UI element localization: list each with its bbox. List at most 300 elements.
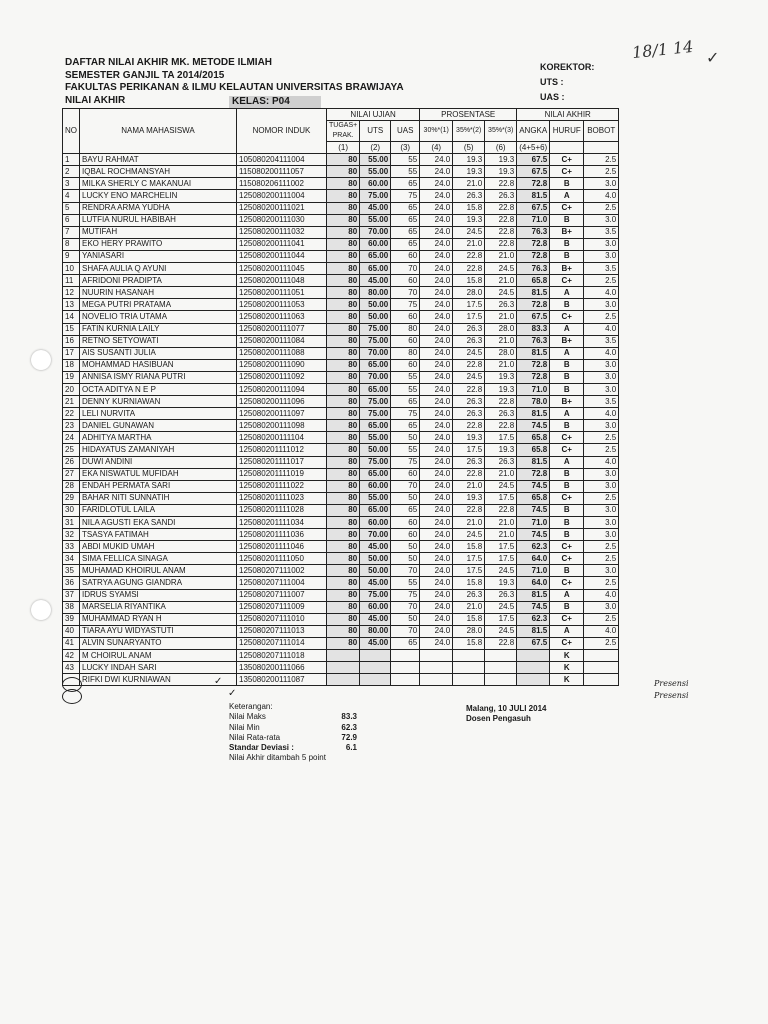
cell-p3: [485, 674, 517, 686]
cell-p2: 17.5: [453, 553, 485, 565]
cell-no: 8: [63, 238, 80, 250]
table-row: [63, 517, 619, 529]
cell-p2: 26.3: [453, 335, 485, 347]
cell-tugas: 80: [327, 202, 360, 214]
cell-angka: 67.5: [517, 637, 550, 649]
handwritten-date: 18/1 14: [631, 36, 695, 63]
keterangan-title: Keterangan:: [229, 702, 273, 711]
cell-p3: 26.3: [485, 190, 517, 202]
cell-tugas: 80: [327, 601, 360, 613]
table-row: [63, 323, 619, 335]
cell-bobot: 3.0: [584, 517, 619, 529]
cell-p1: 24.0: [420, 238, 453, 250]
cell-uts: 80.00: [360, 287, 391, 299]
group-nilai-ujian: NILAI UJIAN: [327, 109, 420, 121]
cell-tugas: 80: [327, 456, 360, 468]
cell-uas: 50: [391, 613, 420, 625]
cell-nama: MOHAMMAD HASIBUAN: [80, 359, 237, 371]
cell-nim: 125080200111048: [237, 275, 327, 287]
title-line-3: FAKULTAS PERIKANAN & ILMU KELAUTAN UNIVERSITAS BRAWIJAYA: [65, 82, 404, 93]
cell-huruf: K: [550, 650, 584, 662]
cell-bobot: 2.5: [584, 541, 619, 553]
table-row: [63, 480, 619, 492]
cell-uas: 75: [391, 589, 420, 601]
grades-table: [62, 108, 619, 686]
cell-p1: 24.0: [420, 420, 453, 432]
uts-label: UTS :: [540, 77, 564, 87]
cell-angka: 67.5: [517, 202, 550, 214]
cell-uas: 55: [391, 154, 420, 166]
cell-no: 14: [63, 311, 80, 323]
cell-p1: 24.0: [420, 166, 453, 178]
cell-uas: 75: [391, 456, 420, 468]
idx-7: (4+5+6): [517, 142, 550, 154]
col-huruf: HURUF: [550, 121, 584, 142]
table-row: [63, 589, 619, 601]
cell-p1: 24.0: [420, 226, 453, 238]
cell-p3: 21.0: [485, 359, 517, 371]
cell-no: 34: [63, 553, 80, 565]
cell-tugas: 80: [327, 613, 360, 625]
cell-p1: 24.0: [420, 492, 453, 504]
table-row: [63, 154, 619, 166]
cell-p1: 24.0: [420, 601, 453, 613]
cell-p3: 19.3: [485, 383, 517, 395]
cell-p1: 24.0: [420, 541, 453, 553]
cell-huruf: C+: [550, 432, 584, 444]
cell-huruf: K: [550, 674, 584, 686]
cell-p1: 24.0: [420, 347, 453, 359]
cell-angka: 81.5: [517, 589, 550, 601]
cell-nama: MARSELIA RIYANTIKA: [80, 601, 237, 613]
cell-uas: 65: [391, 214, 420, 226]
max-value: 83.3: [341, 712, 357, 722]
table-row: [63, 299, 619, 311]
cell-p3: 17.5: [485, 432, 517, 444]
cell-uts: 65.00: [360, 468, 391, 480]
cell-nim: 125080200111021: [237, 202, 327, 214]
table-row: [63, 166, 619, 178]
cell-p2: 21.0: [453, 178, 485, 190]
cell-bobot: 3.5: [584, 335, 619, 347]
cell-p1: 24.0: [420, 178, 453, 190]
cell-nim: 125080201111012: [237, 444, 327, 456]
cell-p2: 26.3: [453, 589, 485, 601]
cell-bobot: 4.0: [584, 589, 619, 601]
cell-nama: MUHAMMAD RYAN H: [80, 613, 237, 625]
cell-angka: 74.5: [517, 420, 550, 432]
cell-p3: 19.3: [485, 371, 517, 383]
col-tugas: TUGAS+ PRAK.: [327, 121, 360, 142]
cell-bobot: 3.0: [584, 420, 619, 432]
cell-no: 28: [63, 480, 80, 492]
cell-p2: 26.3: [453, 396, 485, 408]
cell-nama: LUCKY INDAH SARI: [80, 662, 237, 674]
cell-nim: 125080200111004: [237, 190, 327, 202]
cell-bobot: 2.5: [584, 202, 619, 214]
cell-angka: 67.5: [517, 154, 550, 166]
cell-huruf: C+: [550, 202, 584, 214]
cell-no: 15: [63, 323, 80, 335]
cell-uts: 70.00: [360, 347, 391, 359]
cell-nim: 125080201111028: [237, 504, 327, 516]
cell-p2: 26.3: [453, 408, 485, 420]
cell-nim: 125080201111034: [237, 517, 327, 529]
cell-no: 9: [63, 250, 80, 262]
cell-p3: 19.3: [485, 577, 517, 589]
cell-p2: 21.0: [453, 601, 485, 613]
table-row: [63, 202, 619, 214]
cell-p1: 24.0: [420, 432, 453, 444]
cell-uas: 55: [391, 371, 420, 383]
cell-huruf: B: [550, 238, 584, 250]
cell-huruf: A: [550, 190, 584, 202]
cell-bobot: 4.0: [584, 287, 619, 299]
cell-p2: 19.3: [453, 154, 485, 166]
cell-p3: 22.8: [485, 637, 517, 649]
cell-nim: 125080201111022: [237, 480, 327, 492]
cell-p2: 17.5: [453, 311, 485, 323]
cell-nim: 125080200111077: [237, 323, 327, 335]
cell-p1: 24.0: [420, 214, 453, 226]
cell-nama: AFRIDONI PRADIPTA: [80, 275, 237, 287]
cell-nama: EKA NISWATUL MUFIDAH: [80, 468, 237, 480]
cell-no: 42: [63, 650, 80, 662]
cell-p2: 15.8: [453, 577, 485, 589]
cell-nim: 125080207111014: [237, 637, 327, 649]
cell-uas: 60: [391, 311, 420, 323]
cell-p3: 22.8: [485, 238, 517, 250]
cell-p1: 24.0: [420, 529, 453, 541]
cell-uts: 70.00: [360, 226, 391, 238]
cell-p1: 24.0: [420, 287, 453, 299]
cell-angka: 72.8: [517, 468, 550, 480]
cell-angka: [517, 662, 550, 674]
cell-no: 24: [63, 432, 80, 444]
cell-tugas: 80: [327, 589, 360, 601]
table-row: [63, 625, 619, 637]
cell-bobot: 3.0: [584, 250, 619, 262]
cell-huruf: B: [550, 371, 584, 383]
cell-nim: 125080200111092: [237, 371, 327, 383]
check-mark-icon: ✓: [214, 676, 223, 687]
cell-no: 41: [63, 637, 80, 649]
cell-bobot: 2.5: [584, 637, 619, 649]
cell-no: 23: [63, 420, 80, 432]
cell-uas: 80: [391, 323, 420, 335]
cell-uas: [391, 650, 420, 662]
cell-bobot: 3.0: [584, 601, 619, 613]
table-row: [63, 371, 619, 383]
cell-huruf: A: [550, 347, 584, 359]
cell-angka: 76.3: [517, 335, 550, 347]
cell-p3: 21.0: [485, 468, 517, 480]
cell-uas: 75: [391, 190, 420, 202]
cell-bobot: 4.0: [584, 408, 619, 420]
cell-p3: 21.0: [485, 517, 517, 529]
cell-bobot: 3.0: [584, 383, 619, 395]
cell-huruf: C+: [550, 311, 584, 323]
cell-nama: RETNO SETYOWATI: [80, 335, 237, 347]
cell-p3: 19.3: [485, 444, 517, 456]
cell-nama: RIFKI DWI KURNIAWAN: [80, 674, 237, 686]
cell-p3: 22.8: [485, 226, 517, 238]
cell-p1: 24.0: [420, 468, 453, 480]
cell-nim: 125080200111088: [237, 347, 327, 359]
table-row: [63, 613, 619, 625]
cell-huruf: B: [550, 359, 584, 371]
cell-tugas: [327, 674, 360, 686]
cell-uts: 55.00: [360, 492, 391, 504]
cell-bobot: 4.0: [584, 190, 619, 202]
cell-nim: 125080200111053: [237, 299, 327, 311]
cell-p2: 17.5: [453, 565, 485, 577]
table-row: [63, 287, 619, 299]
cell-nama: RENDRA ARMA YUDHA: [80, 202, 237, 214]
cell-p2: 21.0: [453, 517, 485, 529]
cell-uts: 75.00: [360, 408, 391, 420]
cell-bobot: 4.0: [584, 456, 619, 468]
cell-p2: 21.0: [453, 238, 485, 250]
cell-p1: 24.0: [420, 335, 453, 347]
cell-bobot: 4.0: [584, 625, 619, 637]
cell-uas: 80: [391, 347, 420, 359]
cell-huruf: B: [550, 383, 584, 395]
cell-nim: 125080200111090: [237, 359, 327, 371]
cell-uas: 65: [391, 226, 420, 238]
cell-angka: 62.3: [517, 613, 550, 625]
cell-no: 37: [63, 589, 80, 601]
cell-no: 38: [63, 601, 80, 613]
idx-3: (3): [391, 142, 420, 154]
cell-angka: 67.5: [517, 166, 550, 178]
cell-p3: 28.0: [485, 347, 517, 359]
cell-bobot: 3.0: [584, 504, 619, 516]
title-line-2: SEMESTER GANJIL TA 2014/2015: [65, 69, 225, 81]
cell-huruf: C+: [550, 541, 584, 553]
cell-p2: 17.5: [453, 299, 485, 311]
cell-uts: [360, 674, 391, 686]
cell-nama: OCTA ADITYA N E P: [80, 383, 237, 395]
cell-nim: 115080200111057: [237, 166, 327, 178]
cell-no: 10: [63, 263, 80, 275]
cell-no: 22: [63, 408, 80, 420]
table-row: [63, 275, 619, 287]
cell-no: 36: [63, 577, 80, 589]
cell-angka: 71.0: [517, 214, 550, 226]
summary-notes: [229, 702, 357, 764]
cell-uts: 70.00: [360, 371, 391, 383]
korektor-label: KOREKTOR:: [540, 62, 595, 72]
max-label: Nilai Maks: [229, 712, 266, 722]
col-angka: ANGKA: [517, 121, 550, 142]
cell-p3: 24.5: [485, 480, 517, 492]
cell-uts: 60.00: [360, 517, 391, 529]
cell-no: 2: [63, 166, 80, 178]
cell-nim: 125080201111023: [237, 492, 327, 504]
cell-tugas: 80: [327, 166, 360, 178]
col-uas: UAS: [391, 121, 420, 142]
cell-uts: 70.00: [360, 529, 391, 541]
cell-uts: 65.00: [360, 263, 391, 275]
cell-no: 33: [63, 541, 80, 553]
cell-p3: 17.5: [485, 553, 517, 565]
cell-angka: 81.5: [517, 625, 550, 637]
cell-huruf: B: [550, 601, 584, 613]
cell-p3: 19.3: [485, 154, 517, 166]
cell-nama: BAHAR NITI SUNNATIH: [80, 492, 237, 504]
group-prosentase: PROSENTASE: [420, 109, 517, 121]
cell-nim: 135080200111066: [237, 662, 327, 674]
table-row: [63, 383, 619, 395]
cell-tugas: 80: [327, 263, 360, 275]
cell-tugas: 80: [327, 275, 360, 287]
cell-nim: 125080207111007: [237, 589, 327, 601]
cell-p1: 24.0: [420, 408, 453, 420]
cell-tugas: 80: [327, 347, 360, 359]
cell-uts: 65.00: [360, 504, 391, 516]
cell-angka: 64.0: [517, 577, 550, 589]
cell-nama: EKO HERY PRAWITO: [80, 238, 237, 250]
cell-bobot: 3.0: [584, 359, 619, 371]
cell-p3: 26.3: [485, 589, 517, 601]
cell-nama: DUWI ANDINI: [80, 456, 237, 468]
cell-p3: 22.8: [485, 396, 517, 408]
cell-nama: NOVELIO TRIA UTAMA: [80, 311, 237, 323]
cell-uas: 60: [391, 529, 420, 541]
cell-huruf: C+: [550, 154, 584, 166]
cell-uas: [391, 662, 420, 674]
cell-bobot: 3.5: [584, 263, 619, 275]
cell-uas: 60: [391, 468, 420, 480]
cell-p2: 15.8: [453, 637, 485, 649]
cell-bobot: 3.0: [584, 468, 619, 480]
cell-nim: 105080204111004: [237, 154, 327, 166]
cell-tugas: 80: [327, 432, 360, 444]
cell-tugas: 80: [327, 383, 360, 395]
cell-huruf: B+: [550, 226, 584, 238]
table-row: [63, 263, 619, 275]
cell-angka: 74.5: [517, 529, 550, 541]
cell-angka: 81.5: [517, 456, 550, 468]
cell-uts: 50.00: [360, 299, 391, 311]
cell-uts: 60.00: [360, 178, 391, 190]
cell-bobot: 2.5: [584, 166, 619, 178]
cell-tugas: 80: [327, 238, 360, 250]
cell-tugas: 80: [327, 311, 360, 323]
cell-nim: 125080200111097: [237, 408, 327, 420]
cell-nim: 125080200111030: [237, 214, 327, 226]
cell-uas: 65: [391, 396, 420, 408]
cell-nama: SATRYA AGUNG GIANDRA: [80, 577, 237, 589]
cell-no: 1: [63, 154, 80, 166]
cell-angka: 71.0: [517, 565, 550, 577]
col-p3: 35%*(3): [485, 121, 517, 142]
table-header: [63, 109, 619, 154]
cell-p2: 19.3: [453, 432, 485, 444]
cell-angka: 72.8: [517, 250, 550, 262]
cell-p3: 21.0: [485, 275, 517, 287]
cell-huruf: B: [550, 517, 584, 529]
cell-p1: 24.0: [420, 613, 453, 625]
cell-uts: [360, 662, 391, 674]
cell-no: 20: [63, 383, 80, 395]
cell-p2: 22.8: [453, 468, 485, 480]
cell-p3: 28.0: [485, 323, 517, 335]
cell-uas: 55: [391, 383, 420, 395]
table-body: [63, 154, 619, 686]
cell-angka: 78.0: [517, 396, 550, 408]
table-row: [63, 577, 619, 589]
cell-huruf: C+: [550, 553, 584, 565]
cell-uts: [360, 650, 391, 662]
cell-p1: 24.0: [420, 154, 453, 166]
cell-no: 18: [63, 359, 80, 371]
table-row: [63, 492, 619, 504]
cell-nim: 125080200111063: [237, 311, 327, 323]
cell-tugas: 80: [327, 504, 360, 516]
cell-no: 6: [63, 214, 80, 226]
col-bobot: BOBOT: [584, 121, 619, 142]
cell-angka: 72.8: [517, 359, 550, 371]
cell-uas: 55: [391, 166, 420, 178]
cell-angka: 76.3: [517, 263, 550, 275]
cell-bobot: [584, 662, 619, 674]
cell-p2: 26.3: [453, 456, 485, 468]
cell-huruf: B: [550, 178, 584, 190]
table-row: [63, 178, 619, 190]
cell-p3: 26.3: [485, 299, 517, 311]
cell-uts: 45.00: [360, 613, 391, 625]
cell-p3: 24.5: [485, 287, 517, 299]
col-p1: 30%*(1): [420, 121, 453, 142]
cell-tugas: 80: [327, 359, 360, 371]
cell-p1: 24.0: [420, 359, 453, 371]
cell-nama: LELI NURVITA: [80, 408, 237, 420]
cell-p1: 24.0: [420, 383, 453, 395]
cell-huruf: B: [550, 529, 584, 541]
cell-tugas: 80: [327, 468, 360, 480]
cell-uts: 50.00: [360, 565, 391, 577]
cell-p1: 24.0: [420, 311, 453, 323]
cell-p2: 19.3: [453, 492, 485, 504]
cell-angka: 74.5: [517, 504, 550, 516]
cell-nama: SHAFA AULIA Q AYUNI: [80, 263, 237, 275]
cell-nama: MEGA PUTRI PRATAMA: [80, 299, 237, 311]
cell-p1: 24.0: [420, 190, 453, 202]
corrector-block: [540, 60, 594, 105]
cell-uas: 65: [391, 238, 420, 250]
cell-p2: 24.5: [453, 347, 485, 359]
cell-nama: TIARA AYU WIDYASTUTI: [80, 625, 237, 637]
cell-angka: 72.8: [517, 299, 550, 311]
cell-tugas: 80: [327, 190, 360, 202]
cell-p2: 22.8: [453, 359, 485, 371]
cell-angka: [517, 674, 550, 686]
cell-uts: 65.00: [360, 250, 391, 262]
cell-p3: 22.8: [485, 202, 517, 214]
cell-nama: MUTIFAH: [80, 226, 237, 238]
cell-bobot: 2.5: [584, 492, 619, 504]
cell-bobot: 4.0: [584, 347, 619, 359]
col-p2: 35%*(2): [453, 121, 485, 142]
cell-nama: BAYU RAHMAT: [80, 154, 237, 166]
cell-p2: 19.3: [453, 214, 485, 226]
cell-nama: IDRUS SYAMSI: [80, 589, 237, 601]
cell-nama: FARIDLOTUL LAILA: [80, 504, 237, 516]
cell-p3: 24.5: [485, 625, 517, 637]
cell-bobot: 3.0: [584, 480, 619, 492]
